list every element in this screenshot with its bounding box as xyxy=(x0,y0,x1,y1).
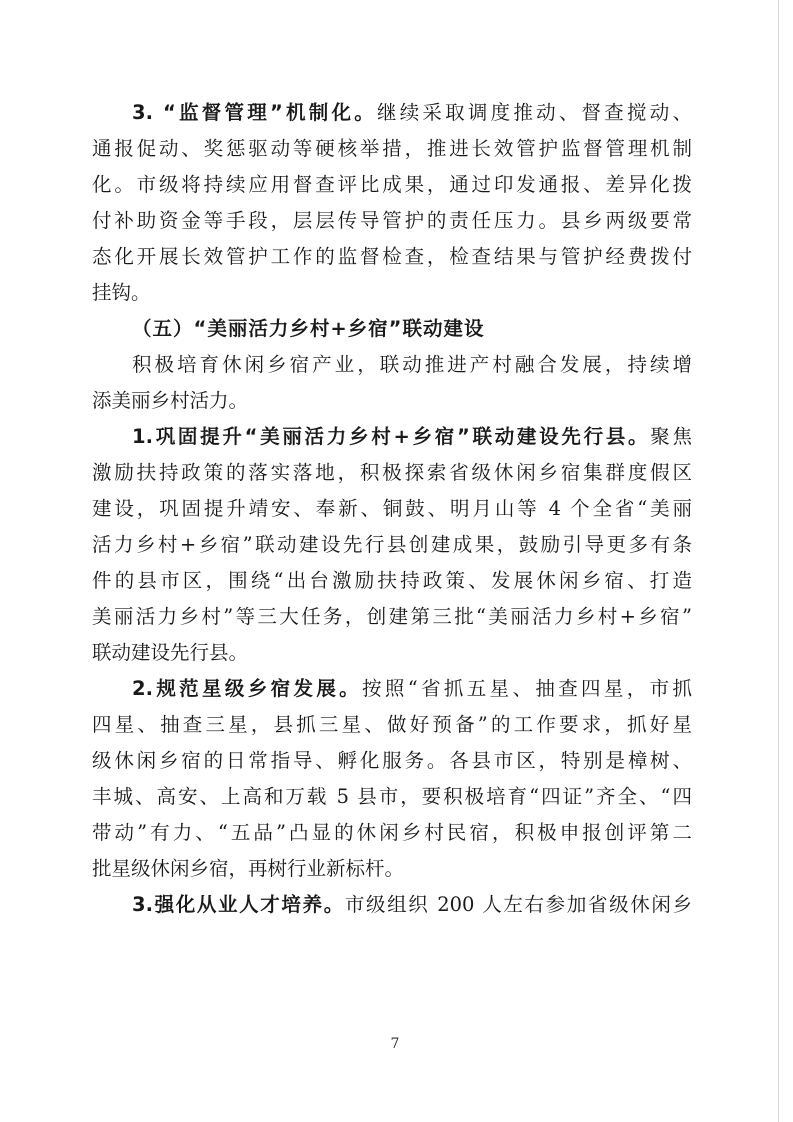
paragraph-star-line-1: 2.规范星级乡宿发展。按照“省抓五星、抽查四星，市抓 xyxy=(132,677,692,700)
paragraph-pilot-line-3: 建设，巩固提升靖安、奉新、铜鼓、明月山等 4 个全省“美丽 xyxy=(92,497,692,520)
item-heading-star-lodging: 2.规范星级乡宿发展。 xyxy=(132,677,363,700)
paragraph-pilot-line-6: 美丽活力乡村”等三大任务，创建第三批“美丽活力乡村+乡宿” xyxy=(92,605,692,628)
paragraph-talent-line-1: 3.强化从业人才培养。市级组织 200 人左右参加省级休闲乡 xyxy=(132,893,692,916)
item-heading-pilot-county: 1.巩固提升“美丽活力乡村+乡宿”联动建设先行县。 xyxy=(132,425,651,448)
paragraph-section5-line-1: 积极培育休闲乡宿产业，联动推进产村融合发展，持续增 xyxy=(132,353,692,376)
paragraph-star-line-3: 级休闲乡宿的日常指导、孵化服务。各县市区，特别是樟树、 xyxy=(92,749,692,772)
section-heading-five: （五）“美丽活力乡村+乡宿”联动建设 xyxy=(132,317,485,340)
paragraph-supervision-line-2: 通报促动、奖惩驱动等硬核举措，推进长效管护监督管理机制 xyxy=(92,137,692,160)
paragraph-supervision-line-1: 3. “监督管理”机制化。继续采取调度推动、督查搅动、 xyxy=(132,101,692,124)
paragraph-supervision-line-6: 挂钩。 xyxy=(92,281,151,304)
paragraph-supervision-line-5: 态化开展长效管护工作的监督检查，检查结果与管护经费拨付 xyxy=(92,245,692,268)
paragraph-pilot-line-7: 联动建设先行县。 xyxy=(92,641,249,664)
paragraph-section5-line-2: 添美丽乡村活力。 xyxy=(92,389,249,412)
paragraph-supervision-line-4: 付补助资金等手段，层层传导管护的责任压力。县乡两级要常 xyxy=(92,209,692,232)
paragraph-star-line-4: 丰城、高安、上高和万载 5 县市，要积极培育“四证”齐全、“四 xyxy=(92,785,692,808)
paragraph-star-line-5: 带动”有力、“五品”凸显的休闲乡村民宿，积极申报创评第二 xyxy=(92,821,692,844)
page-number: 7 xyxy=(390,1036,400,1052)
paragraph-pilot-line-5: 件的县市区，围绕“出台激励扶持政策、发展休闲乡宿、打造 xyxy=(92,569,692,592)
paragraph-pilot-line-4: 活力乡村+乡宿”联动建设先行县创建成果，鼓励引导更多有条 xyxy=(92,533,692,556)
item-heading-talent: 3.强化从业人才培养。 xyxy=(132,893,345,916)
item-heading-supervision: 3. “监督管理”机制化。 xyxy=(132,101,377,124)
paragraph-supervision-line-3: 化。市级将持续应用督查评比成果，通过印发通报、差异化拨 xyxy=(92,173,692,196)
paragraph-pilot-line-2: 激励扶持政策的落实落地，积极探索省级休闲乡宿集群度假区 xyxy=(92,461,692,484)
paragraph-pilot-line-1: 1.巩固提升“美丽活力乡村+乡宿”联动建设先行县。聚焦 xyxy=(132,425,692,448)
paragraph-star-line-2: 四星、抽查三星，县抓三星、做好预备”的工作要求，抓好星 xyxy=(92,713,692,736)
page-edge-line xyxy=(778,0,779,1122)
paragraph-star-line-6: 批星级休闲乡宿，再树行业新标杆。 xyxy=(92,857,405,880)
